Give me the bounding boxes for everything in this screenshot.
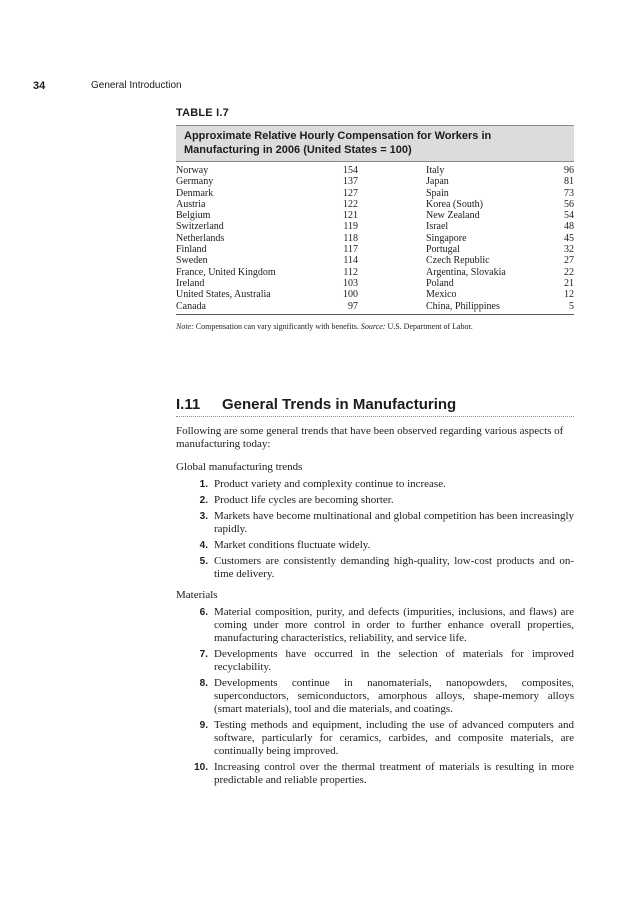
value-cell: 96 (564, 165, 574, 176)
list-item-number: 5. (199, 556, 208, 567)
value-cell: 45 (564, 232, 574, 244)
table-label: TABLE I.7 (176, 107, 229, 119)
list-item (190, 539, 574, 552)
note-text: Compensation can vary significantly with benefits. (195, 321, 359, 331)
country-cell: China, Philippines (426, 300, 500, 312)
list-item-number: 8. (199, 678, 208, 689)
list-item-number: 2. (199, 495, 208, 506)
list-item-text: Increasing control over the thermal treatment of materials is resulting in more predictable and reliable properties. (214, 761, 574, 786)
country-cell: Denmark (176, 187, 214, 199)
country-cell: Finland (176, 244, 207, 256)
value-cell: 5 (569, 300, 574, 312)
list-item-number: 4. (199, 540, 208, 551)
country-cell: Singapore (426, 232, 467, 244)
list-item (190, 478, 574, 491)
source-text: U.S. Department of Labor. (387, 321, 473, 331)
table-row (176, 210, 574, 221)
country-cell: Argentina, Slovakia (426, 266, 506, 278)
country-cell: Switzerland (176, 221, 224, 233)
list-item-number: 1. (199, 479, 208, 490)
list-item (190, 677, 574, 716)
value-cell: 12 (564, 289, 574, 301)
list-item (190, 494, 574, 507)
value-cell: 119 (343, 221, 358, 233)
page-number: 34 (33, 80, 46, 92)
list-item (190, 761, 574, 787)
list-item (190, 719, 574, 758)
list-item (190, 555, 574, 581)
global-trends-list (190, 478, 574, 584)
country-cell: Spain (426, 187, 449, 199)
section-number: I.11 (176, 396, 201, 413)
value-cell: 154 (343, 165, 358, 176)
table-row (176, 301, 574, 312)
country-cell: Canada (176, 300, 206, 312)
section-divider (176, 416, 574, 417)
list-item-text: Testing methods and equipment, including the use of advanced computers and software, particularly for ceramics, carbides, and composite materials, are continually being improved. (214, 719, 574, 757)
value-cell: 54 (564, 210, 574, 222)
country-cell: Portugal (426, 244, 460, 256)
table-title: Approximate Relative Hourly Compensation for Workers in Manufacturing in 2006 (United States = 100) (176, 125, 574, 162)
list-item (190, 606, 574, 645)
country-cell: New Zealand (426, 210, 480, 222)
value-cell: 22 (564, 266, 574, 278)
value-cell: 32 (564, 244, 574, 256)
materials-list (190, 606, 574, 790)
value-cell: 100 (343, 289, 358, 301)
list-item-number: 6. (199, 607, 208, 618)
table-row (176, 165, 574, 176)
section-heading (176, 396, 576, 413)
section-header (176, 396, 576, 417)
source-label: Source: (360, 321, 386, 331)
table-row (176, 188, 574, 199)
value-cell: 81 (564, 176, 574, 188)
value-cell: 27 (564, 255, 574, 267)
list-item-text: Product life cycles are becoming shorter. (214, 494, 394, 506)
value-cell: 122 (343, 198, 358, 210)
country-cell: Japan (426, 176, 449, 188)
value-cell: 112 (343, 266, 358, 278)
value-cell: 103 (343, 277, 358, 289)
running-head: General Introduction (91, 80, 182, 91)
value-cell: 137 (343, 176, 358, 188)
table-row (176, 278, 574, 289)
value-cell: 21 (564, 277, 574, 289)
country-cell: Mexico (426, 289, 457, 301)
country-cell: Belgium (176, 210, 211, 222)
value-cell: 114 (343, 255, 358, 267)
country-cell: Israel (426, 221, 449, 233)
country-cell: Korea (South) (426, 198, 483, 210)
country-cell: Germany (176, 176, 214, 188)
country-cell: Poland (426, 277, 454, 289)
list-item-number: 3. (199, 511, 208, 522)
value-cell: 48 (564, 221, 574, 233)
country-cell: Ireland (176, 277, 205, 289)
value-cell: 118 (343, 232, 358, 244)
list-item-text: Product variety and complexity continue to increase. (214, 478, 446, 490)
table-note (176, 322, 574, 331)
list-item-text: Material composition, purity, and defects (impurities, inclusions, and flaws) are coming under more control in order to further enhance overall properties, manufacturing characteristics, reliability, and service life. (214, 606, 574, 644)
country-cell: Netherlands (176, 232, 225, 244)
value-cell: 121 (343, 210, 358, 222)
table-row (176, 267, 574, 278)
value-cell: 97 (348, 300, 358, 312)
section-title: General Trends in Manufacturing (222, 396, 457, 413)
value-cell: 56 (564, 198, 574, 210)
table-body (176, 165, 574, 315)
materials-heading: Materials (176, 589, 218, 601)
list-item-number: 9. (199, 720, 208, 731)
country-cell: Austria (176, 198, 206, 210)
section-intro: Following are some general trends that have been observed regarding various aspects of manufacturing today: (176, 425, 564, 450)
list-item (190, 510, 574, 536)
list-item-text: Market conditions fluctuate widely. (214, 539, 371, 551)
list-item (190, 648, 574, 674)
table-row (176, 289, 574, 300)
table-row (176, 255, 574, 266)
list-item-text: Customers are consistently demanding high-quality, low-cost products and on-time delivery. (214, 555, 574, 580)
table-row (176, 244, 574, 255)
country-cell: Sweden (176, 255, 208, 267)
value-cell: 127 (343, 187, 358, 199)
compensation-table (176, 107, 574, 331)
table-row (176, 221, 574, 232)
country-cell: Czech Republic (426, 255, 490, 267)
list-item-text: Developments continue in nanomaterials, nanopowders, composites, superconductors, semiconductors, amorphous alloys, shape-memory alloys (smart materials), tool and die materials, and coatings. (214, 677, 574, 715)
value-cell: 73 (564, 187, 574, 199)
list-item-text: Markets have become multinational and global competition has been increasingly rapidly. (214, 510, 574, 535)
list-item-text: Developments have occurred in the selection of materials for improved recyclability. (214, 648, 574, 673)
list-item-number: 10. (194, 762, 208, 773)
value-cell: 117 (343, 244, 358, 256)
global-trends-heading: Global manufacturing trends (176, 461, 303, 473)
country-cell: Italy (426, 165, 445, 176)
table-row (176, 233, 574, 244)
country-cell: United States, Australia (176, 289, 271, 301)
table-row (176, 199, 574, 210)
list-item-number: 7. (199, 649, 208, 660)
note-label: Note: (176, 321, 194, 331)
country-cell: Norway (176, 165, 209, 176)
table-row (176, 176, 574, 187)
country-cell: France, United Kingdom (176, 266, 276, 278)
